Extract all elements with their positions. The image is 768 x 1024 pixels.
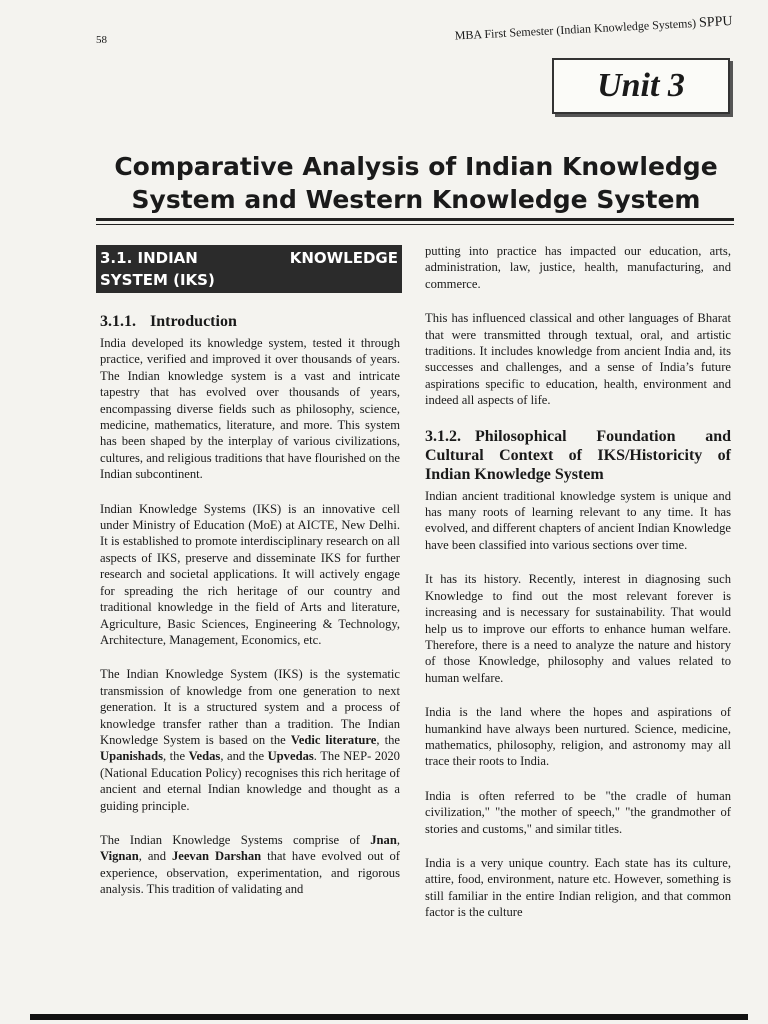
right-column [425,243,731,939]
section-banner [96,245,402,293]
subsection-heading-philosophical [425,427,731,484]
running-head [454,14,733,45]
unit-label-box [552,58,730,114]
paragraph: Indian Knowledge Systems (IKS) is an innovative cell under Ministry of Education (MoE) at AICTE, New Delhi. It is established to promote interdisciplinary research on all aspects of IKS, preserve and disseminate IKS for further research and societal applications. It will actively engage for spreading the rich heritage of our country and traditional knowledge in the field of Arts and literature, Agriculture, Basic Sciences, Engineering & Technology, Architecture, Management, Economics, etc. [100,501,400,647]
paragraph: This has influenced classical and other languages of Bharat that were transmitted through textual, oral, and artistic traditions. It includes knowledge from ancient India and, its successes and challenges, and a sense of India’s future aspirations specific to education, health, environment and indeed all aspects of life. [425,311,731,408]
paragraph: India is often referred to be "the cradle of human civilization," "the mother of speech," "the grandmother of stories and customs," and similar titles. [425,788,731,836]
page-bottom-edge [30,1014,748,1020]
subsection-title: Philosophical Foundation and Cultural Context of IKS/Historicity of Indian Knowledge System [425,427,731,483]
running-head-text: MBA First Semester (Indian Knowledge Systems) [454,15,697,43]
unit-label: Unit 3 [597,67,685,104]
paragraph: India is the land where the hopes and aspirations of humankind have always been nurtured. Science, medicine, mathematics, philosophy, religion, and astronomy may all trace their roots to India. [425,705,731,769]
title-rule-thick [96,218,734,221]
paragraph: India is a very unique country. Each state has its culture, attire, food, environment, nature etc. However, something is still familiar in the entire Indian religion, and that common factor is the culture [425,855,731,920]
section-banner-line-2: SYSTEM (IKS) [100,271,215,289]
paragraph: The Indian Knowledge Systems comprise of Jnan, Vignan, and Jeevan Darshan that have evolved out of experience, observation, experimentation, and rigorous analysis. This tradition of validating and [100,832,400,897]
paragraph: India developed its knowledge system, tested it through practice, verified and improved it over thousands of years. The Indian knowledge system is a vast and intricate tapestry that has evolved over thousands of years, encompassing diverse fields such as philosophy, science, medicine, mathematics, literature, and more. This system has been shaped by the interplay of various civilizations, cultures, and religious traditions that have flourished on the Indian subcontinent. [100,336,400,482]
subsection-heading-introduction [100,312,400,331]
paragraph: Indian ancient traditional knowledge system is unique and has many roots of learning relevant to any time. It has evolved, and different chapters of ancient Indian Knowledge have been classified into various sections over time. [425,488,731,552]
page-number: 58 [96,34,107,46]
section-word-1: INDIAN [137,249,198,267]
paragraph: putting into practice has impacted our education, arts, administration, law, justice, health, manufacturing, and commerce. [425,244,731,291]
subsection-number: 3.1.1. [100,313,136,330]
left-column [100,312,400,916]
subsection-number: 3.1.2. [425,427,461,445]
running-head-suffix: SPPU [698,14,733,31]
chapter-title-line-2: System and Western Knowledge System [131,185,701,214]
chapter-title [96,150,736,216]
title-rule-thin [96,224,734,225]
section-word-2: KNOWLEDGE [289,249,398,267]
section-number: 3.1. [100,249,133,267]
chapter-title-line-1: Comparative Analysis of Indian Knowledge [114,152,718,181]
paragraph: The Indian Knowledge System (IKS) is the systematic transmission of knowledge from one generation to next generation. It is a structured system and a process of knowledge transfer rather than a tradition. The Indian Knowledge System is based on the Vedic literature, the Upanishads, the Vedas, and the Upvedas. The NEP- 2020 (National Education Policy) recognises this rich heritage of ancient and eternal Indian knowledge and thought as a guiding principle. [100,667,400,813]
subsection-title: Introduction [150,313,237,330]
paragraph: It has its history. Recently, interest in diagnosing such Knowledge to find out the most relevant forever is increasing and is necessary for sustainability. That would help us to improve our efforts to enhance human welfare. Therefore, there is a need to analyze the nature and history of those Knowledge, philosophy and values related to human welfare. [425,572,731,685]
